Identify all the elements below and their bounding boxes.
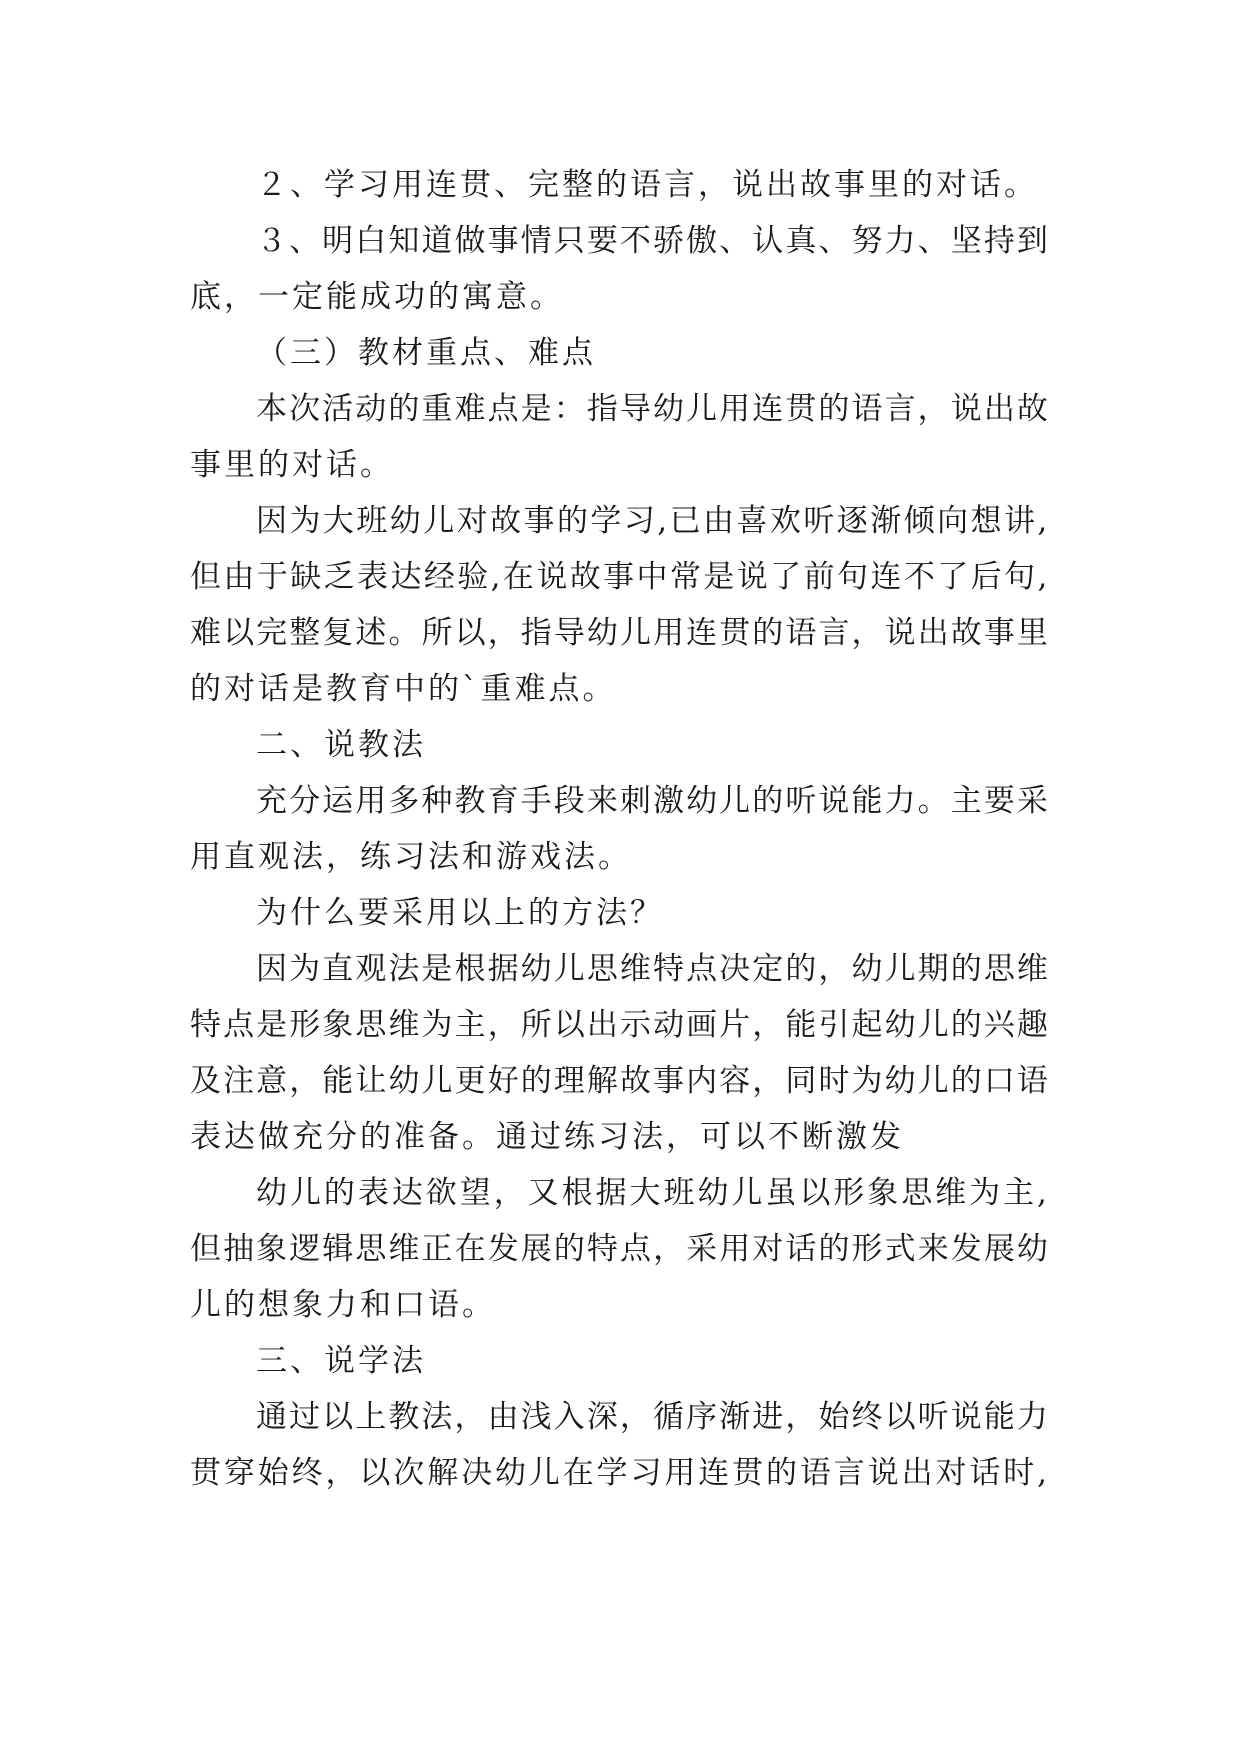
text-line-18: 表达做充分的准备。通过练习法，可以不断激发 <box>190 1119 904 1155</box>
text-line-13: 用直观法，练习法和游戏法。 <box>190 839 632 875</box>
text-line-1: ２、学习用连贯、完整的语言，说出故事里的对话。 <box>256 167 1038 203</box>
text-line-10: 的对话是教育中的`重难点。 <box>190 671 617 707</box>
text-line-2: ３、明白知道做事情只要不骄傲、认真、努力、坚持到 <box>256 223 1050 259</box>
text-line-19: 幼儿的表达欲望，又根据大班幼儿虽以形象思维为主, <box>256 1175 1050 1211</box>
text-line-8: 但由于缺乏表达经验,在说故事中常是说了前句连不了后句, <box>190 559 1050 595</box>
text-line-20: 但抽象逻辑思维正在发展的特点，采用对话的形式来发展幼 <box>190 1231 1050 1267</box>
text-line-17: 及注意，能让幼儿更好的理解故事内容，同时为幼儿的口语 <box>190 1063 1050 1099</box>
text-line-21: 儿的想象力和口语。 <box>190 1287 496 1323</box>
text-line-3: 底，一定能成功的寓意。 <box>190 279 564 315</box>
text-line-14: 为什么要采用以上的方法？ <box>256 895 664 931</box>
text-line-7: 因为大班幼儿对故事的学习,已由喜欢听逐渐倾向想讲, <box>256 503 1050 539</box>
text-line-12: 充分运用多种教育手段来刺激幼儿的听说能力。主要采 <box>256 783 1050 819</box>
text-line-9: 难以完整复述。所以，指导幼儿用连贯的语言，说出故事里 <box>190 615 1050 651</box>
text-line-15: 因为直观法是根据幼儿思维特点决定的，幼儿期的思维 <box>256 951 1050 987</box>
text-line-24: 贯穿始终，以次解决幼儿在学习用连贯的语言说出对话时, <box>190 1455 1050 1491</box>
text-line-23: 通过以上教法，由浅入深，循序渐进，始终以听说能力 <box>256 1399 1050 1435</box>
text-line-16: 特点是形象思维为主，所以出示动画片，能引起幼儿的兴趣 <box>190 1007 1050 1043</box>
text-line-5: 本次活动的重难点是：指导幼儿用连贯的语言，说出故 <box>256 391 1050 427</box>
section-heading-learning-method: 三、说学法 <box>256 1343 426 1379</box>
text-line-6: 事里的对话。 <box>190 447 394 483</box>
section-heading-teaching-method: 二、说教法 <box>256 727 426 763</box>
section-heading-key-points: （三）教材重点、难点 <box>256 335 596 371</box>
